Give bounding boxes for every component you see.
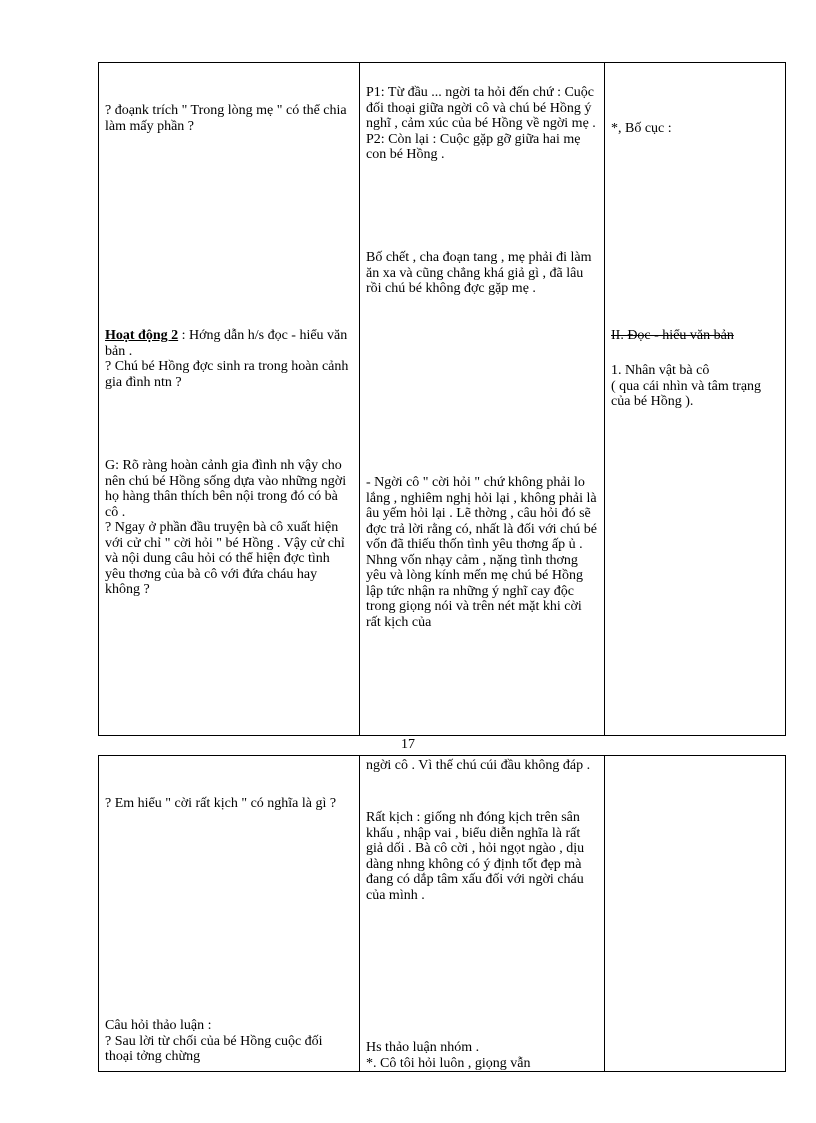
- answer-column: [359, 63, 605, 735]
- activity-2-block: [105, 328, 353, 390]
- lesson-table-page-1: [98, 62, 786, 736]
- answer-family-situation: Bố chết , cha đoạn tang , mẹ phải đi làm ăn xa và cũng chẳng khá giả gì , đã lâu rồi chú bé không đợc gặp mẹ .: [366, 250, 592, 296]
- activity-2-text: : Hớng dẫn h/s đọc - hiểu văn bản . ? Chú bé Hồng đợc sinh ra trong hoàn cảnh gia đình ntn ?: [105, 328, 349, 390]
- discussion-question: Câu hỏi thảo luận : ? Sau lời từ chối của bé Hồng cuộc đối thoại tởng chừng: [105, 1018, 323, 1064]
- answer-parts: P1: Từ đầu ... ngời ta hỏi đến chứ : Cuộc đối thoại giữa ngời cô và chú bé Hồng ý nghĩ , cảm xúc của bé Hồng về ngời mẹ . P2: Còn lại : Cuộc gặp gỡ giữa hai mẹ con bé Hồng .: [366, 85, 596, 162]
- character-heading: 1. Nhân vật bà cô ( qua cái nhìn và tâm trạng của bé Hồng ).: [611, 363, 762, 409]
- page-number: 17: [401, 737, 415, 752]
- question-column: [99, 63, 359, 735]
- activity-2-title: Hoạt động 2: [105, 328, 179, 343]
- lesson-table-page-2: [98, 755, 786, 1072]
- teacher-note-block: G: Rõ ràng hoàn cảnh gia đình nh vậy cho nên chú bé Hồng sống dựa vào những ngời họ hàng thân thích bên nội trong đó có bà cô . ? Ngay ở phần đầu truyện bà cô xuất hiện với cử chỉ " cời hỏi " bé Hồng . Vậy cử chỉ và nội dung câu hỏi có thể hiện đợc tình yêu thơng của bà cô với đứa cháu hay không ?: [105, 458, 347, 597]
- answer-continued: ngời cô . Vì thế chú cúi đầu không đáp .: [366, 758, 591, 773]
- question-meaning: ? Em hiểu " cời rất kịch " có nghĩa là gì ?: [105, 796, 337, 811]
- answer-rat-kich: Rất kịch : giống nh đóng kịch trên sân khấu , nhập vai , biểu diễn nghĩa là rất giả dối . Bà cô cời , hỏi ngọt ngào , dịu dàng nhng không có ý định tốt đẹp mà đang có dắp tâm xấu đối với ngời cháu của mình .: [366, 810, 585, 903]
- answer-column: [359, 756, 605, 1071]
- notes-column: [604, 63, 786, 735]
- answer-discussion: Hs thảo luận nhóm . *. Cô tôi hỏi luôn , giọng vẫn: [366, 1040, 531, 1071]
- structure-heading: *, Bố cục :: [611, 121, 672, 136]
- question-column: [99, 756, 359, 1071]
- reading-heading: II. Đọc - hiểu văn bản: [611, 328, 734, 343]
- answer-aunt-attitude: - Ngời cô " cời hỏi " chứ không phải lo lắng , nghiêm nghị hỏi lại , không phải là âu yếm hỏi lại . Lẽ thờng , câu hỏi đó sẽ đợc trả lời rằng có, nhất là đối với chú bé vốn đã thiếu thốn tình yêu thơng ấp ủ . Nhng vốn nhạy cảm , nặng tình thơng yêu và lòng kính mến mẹ chú bé Hồng lập tức nhận ra những ý nghĩ cay độc trong giọng nói và trên nét mặt khi cời rất kịch của: [366, 475, 597, 630]
- question-structure: ? đoạnk trích " Trong lòng mẹ " có thể chia làm mấy phần ?: [105, 103, 347, 134]
- notes-column: [604, 756, 786, 1071]
